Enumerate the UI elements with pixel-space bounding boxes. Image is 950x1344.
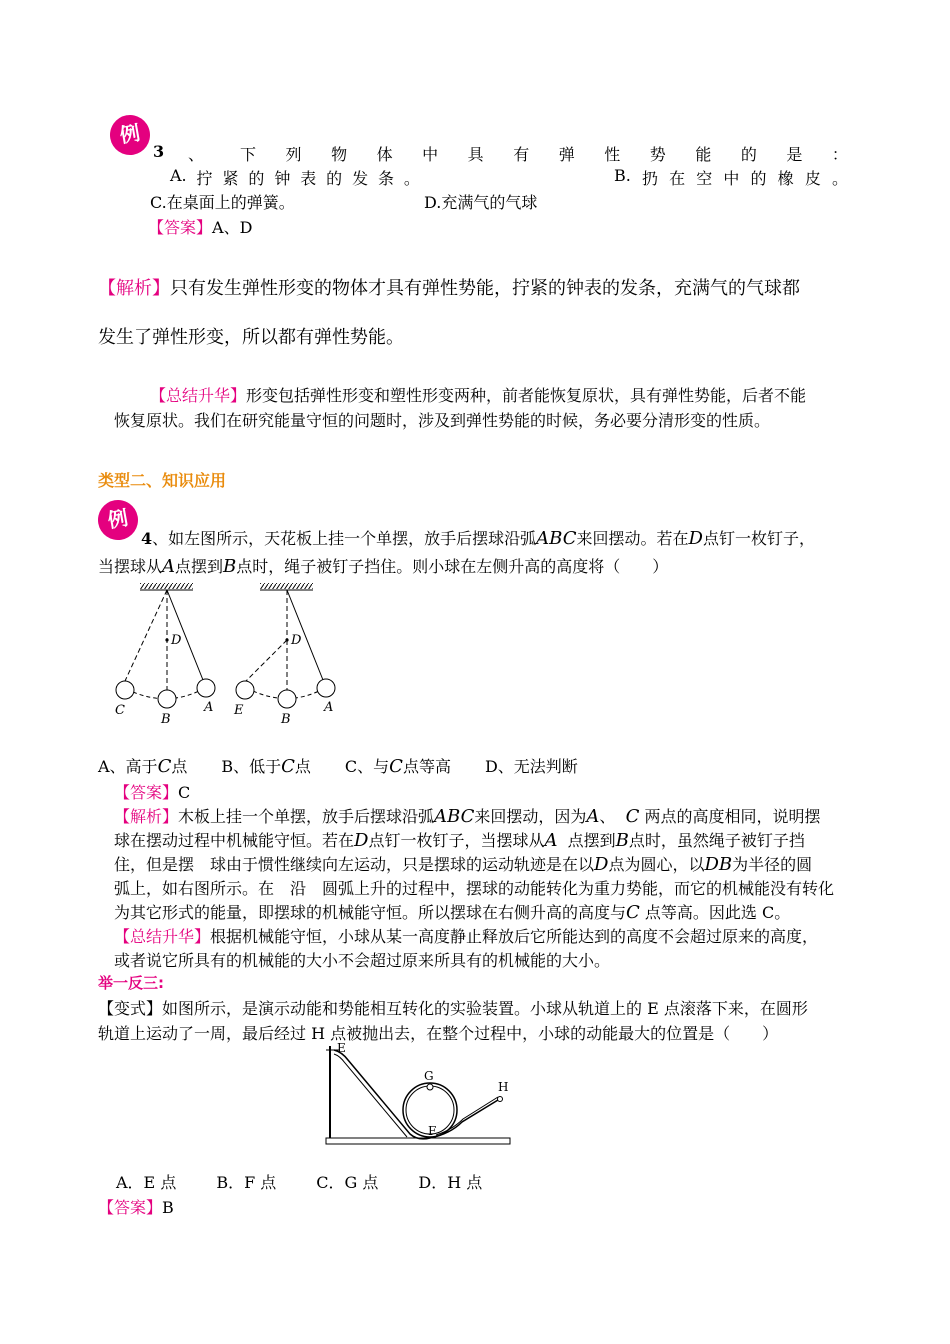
optA_chars-char: 发: [352, 169, 369, 188]
example-4-analysis-line3: 住，但是摆 球由于惯性继续向左运动，只是摆球的运动轨迹是在以D点为圆心，以DB为半径的圆: [114, 854, 813, 875]
variant-option-c: C．G 点: [316, 1173, 379, 1192]
question_chars-char: 具: [467, 145, 484, 164]
optA_chars-char: 的: [326, 169, 343, 188]
label-b: B: [161, 712, 171, 727]
option-d: D、无法判断: [484, 757, 578, 776]
question_chars-char: 是: [786, 145, 803, 164]
example-4-analysis-line1: 【解析】木板上挂一个单摆，放手后摆球沿弧ABC来回摆动，因为A、 C 两点的高度相同，说明摆: [114, 806, 821, 827]
exit-track-inner: [436, 1097, 498, 1135]
optA_chars-char: 。: [403, 169, 420, 188]
ball-a: [197, 679, 215, 697]
example-3-summary-line2: 恢复原状。我们在研究能量守恒的问题时，涉及到弹性势能的时候，务必要分清形变的性质。: [114, 411, 771, 430]
example-4-analysis-line5: 为其它形式的能量，即摆球的机械能守恒。所以摆球在右侧升高的高度与C 点等高。因此选 C。: [114, 902, 791, 923]
optB_chars-char: 皮: [804, 169, 821, 188]
q-text: 、如左图所示，天花板上挂一个单摆，放手后摆球沿弧: [152, 529, 537, 548]
optA_chars-char: 钟: [274, 169, 291, 188]
example-3-answer: [148, 215, 252, 238]
example-3-option-c: C.在桌面上的弹簧。: [150, 193, 295, 212]
variant-option-a: A．E 点: [116, 1173, 177, 1192]
variant-answer: [98, 1195, 174, 1218]
answer-tag: 【答案】: [148, 218, 213, 237]
answer-text: C: [178, 783, 191, 802]
analysis-tag: 【解析】: [114, 807, 179, 826]
answer-text: B: [162, 1198, 174, 1217]
label-f: F: [428, 1124, 437, 1138]
variant-line2: 轨道上运动了一周，最后经过 H 点被抛出去，在整个过程中，小球的动能最大的位置是（ ）: [98, 1024, 779, 1043]
q-text: 点钉一枚钉子，: [702, 529, 815, 548]
example-4-summary-line1: 【总结升华】根据机械能守恒，小球从某一高度静止释放后它所能达到的高度不会超过原来的高度，: [114, 927, 819, 946]
option-a: A、高于C点: [98, 756, 188, 777]
question_chars-char: 有: [513, 145, 530, 164]
question_chars-char: 性: [604, 145, 621, 164]
optB_chars-char: 空: [696, 169, 713, 188]
right-pendulum-figure: [233, 583, 335, 727]
point-d: D: [688, 528, 703, 549]
label-a: A: [324, 700, 334, 715]
pendulum-figures: [100, 578, 360, 728]
ball-b: [278, 690, 296, 708]
q-text: 来回摆动。若在: [576, 529, 689, 548]
example-3-option-d: D.充满气的气球: [424, 193, 538, 212]
analysis-text: 只有发生弹性形变的物体才具有弹性势能，拧紧的钟表的发条，充满气的气球都: [170, 278, 800, 299]
example-3-option-a: [170, 166, 420, 189]
example-4-analysis-line2: 球在摆动过程中机械能守恒。若在D点钉一枚钉子，当摆球从A 点摆到B点时，虽然绳子被钉子挡: [114, 830, 805, 851]
optB_chars-char: B.: [614, 166, 631, 185]
arc-abc: ABC: [536, 528, 577, 549]
label-e: E: [234, 703, 244, 718]
question_chars-char: 列: [285, 145, 302, 164]
ceiling-hatch: [140, 583, 193, 589]
example-4-number: 4: [141, 529, 153, 548]
string-dashed-e: [245, 640, 287, 682]
label-c: C: [115, 703, 125, 718]
string-dashed-c: [125, 590, 167, 681]
summary-text: 形变包括弹性形变和塑性形变两种，前者能恢复原状，具有弹性势能，后者不能: [246, 386, 807, 405]
option-c: C、与C点等高: [344, 756, 451, 777]
label-b: B: [281, 712, 291, 727]
optB_chars-char: 扔: [641, 169, 658, 188]
summary-tag: 【总结升华】: [150, 386, 247, 405]
example-4-summary-line2: 或者说它所具有的机械能的大小不会超过原来所具有的机械能的大小。: [114, 951, 611, 970]
answer-tag: 【答案】: [114, 783, 179, 802]
question_chars-char: 的: [740, 145, 757, 164]
optA_chars-char: 的: [248, 169, 265, 188]
example-3-option-b: [614, 166, 848, 189]
exit-track: [430, 1100, 498, 1138]
label-a: A: [204, 700, 214, 715]
example-3-summary-line1: [150, 383, 806, 406]
question_chars-char: 弹: [558, 145, 575, 164]
example-3-number: 3: [153, 142, 165, 161]
nail-d: [285, 638, 288, 641]
optB_chars-char: 橡: [777, 169, 794, 188]
practice-heading: 举一反三:: [98, 974, 164, 992]
example-3-analysis-line2: 发生了弹性形变，所以都有弹性势能。: [98, 327, 404, 348]
summary-tag: 【总结升华】: [114, 927, 211, 946]
track-figure: [318, 1038, 518, 1150]
point-a: A: [162, 556, 176, 577]
label-d: D: [291, 633, 302, 648]
optA_chars-char: 条: [378, 169, 395, 188]
optA_chars-char: 表: [300, 169, 317, 188]
example-3-question: [240, 142, 848, 165]
variant-option-b: B．F 点: [216, 1173, 277, 1192]
optA_chars-char: 紧: [222, 169, 239, 188]
variant-options: [116, 1170, 482, 1193]
point-b: B: [223, 556, 237, 577]
ball-c: [116, 681, 134, 699]
label-g: G: [424, 1069, 434, 1083]
example-3-separator: 、: [188, 145, 205, 164]
variant-option-d: D．H 点: [418, 1173, 483, 1192]
answer-text: A、D: [212, 218, 253, 237]
optA_chars-char: 拧: [196, 169, 213, 188]
q-text: 点时，绳子被钉子挡住。则小球在左侧升高的高度将（ ）: [236, 557, 669, 576]
example-3-analysis-line1: [98, 274, 800, 300]
answer-tag: 【答案】: [98, 1198, 163, 1217]
label-e: E: [337, 1041, 346, 1055]
ramp-outer: [334, 1050, 430, 1139]
variant-tag: 【变式】: [98, 999, 163, 1018]
label-h: H: [498, 1080, 509, 1094]
optB_chars-char: 的: [750, 169, 767, 188]
ball-a: [317, 679, 335, 697]
example-4-analysis-line4: 弧上，如右图所示。在 沿 圆弧上升的过程中，摆球的动能转化为重力势能，而它的机械能没有转化: [114, 879, 835, 898]
analysis-tag: 【解析】: [98, 278, 170, 299]
section-title: 类型二、知识应用: [98, 471, 227, 490]
ball-b: [158, 690, 176, 708]
example-badge-4: 例: [95, 497, 141, 543]
left-pendulum-figure: [115, 583, 215, 727]
optA_chars-char: A.: [170, 166, 187, 185]
ball-g: [427, 1084, 433, 1090]
optB_chars-char: 在: [669, 169, 686, 188]
optB_chars-char: 中: [723, 169, 740, 188]
q-text: 点摆到: [175, 557, 224, 576]
question_chars-char: 物: [331, 145, 348, 164]
example-4-options: [98, 754, 578, 777]
ramp-inner: [334, 1054, 407, 1137]
question_chars-char: 能: [695, 145, 712, 164]
q-text: 当摆球从: [98, 557, 163, 576]
question_chars-char: 体: [376, 145, 393, 164]
optB_chars-char: 。: [831, 169, 848, 188]
end-h: [498, 1097, 503, 1102]
ball-e: [236, 681, 254, 699]
question_chars-char: ：: [831, 145, 848, 164]
label-d: D: [171, 633, 182, 648]
question_chars-char: 中: [422, 145, 439, 164]
question_chars-char: 势: [649, 145, 666, 164]
variant-line1: 【变式】如图所示，是演示动能和势能相互转化的实验装置。小球从轨道上的 E 点滚落下来，在圆形: [98, 999, 808, 1018]
example-4-question-line2: [98, 554, 668, 577]
option-b: B、低于C点: [221, 756, 311, 777]
example-4-question-line1: [141, 526, 815, 549]
example-4-answer: [114, 780, 190, 803]
ceiling-hatch: [260, 583, 313, 589]
example-badge-3: 例: [107, 112, 153, 158]
nail-d: [165, 638, 168, 641]
question_chars-char: 下: [240, 145, 257, 164]
